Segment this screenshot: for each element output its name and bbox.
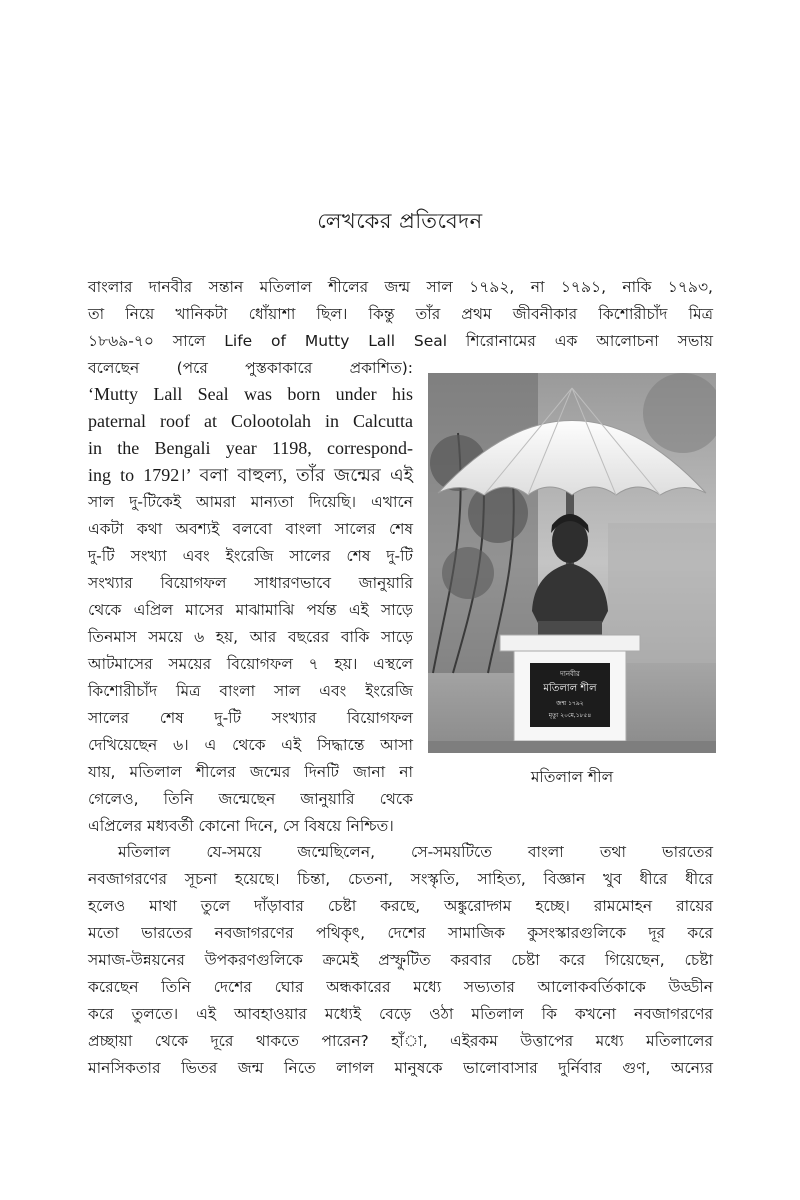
body-line-26: সমাজ-উন্নয়নের উপকরণগুলিকে ক্রমেই প্রস্ফুটিত করবার চেষ্টা করে গিয়েছেন, চেষ্টা bbox=[88, 951, 713, 969]
body-line-22: মতিলাল যে-সময়ে জন্মেছিলেন, সে-সময়টিতে বাংলা তথা ভারতের bbox=[118, 843, 713, 861]
body-line-8: ing to 1792।’ বলা বাহুল্য, তাঁর জন্মের এই bbox=[88, 465, 413, 485]
body-line-21: এপ্রিলের মধ্যবর্তী কোনো দিনে, সে বিষয়ে নিশ্চিত। bbox=[88, 817, 394, 835]
body-line-24: হলেও মাথা তুলে দাঁড়াবার চেষ্টা করছে, অঙ্কুরোদ্গম হচ্ছে। রামমোহন রায়ের bbox=[88, 897, 713, 915]
figure-caption: মতিলাল শীল bbox=[530, 768, 614, 786]
body-line-12: সংখ্যার বিয়োগফল সাধারণভাবে জানুয়ারি bbox=[88, 574, 413, 592]
body-line-11: দু-টি সংখ্যা এবং ইংরেজি সালের শেষ দু-টি bbox=[88, 547, 413, 565]
body-line-1: বাংলার দানবীর সন্তান মতিলাল শীলের জন্ম সাল ১৭৯২, না ১৭৯১, নাকি ১৭৯৩, bbox=[88, 278, 713, 296]
body-line-25: মতো ভারতের নবজাগরণের পথিকৃৎ, দেশের সামাজিক কুসংস্কারগুলিকে দূর করে bbox=[88, 924, 713, 942]
body-line-19: যায়, মতিলাল শীলের জন্মের দিনটি জানা না bbox=[88, 763, 413, 781]
body-line-27: করেছেন তিনি দেশের ঘোর অন্ধকারের মধ্যে সভ্যতার আলোকবর্তিকাকে উড্ডীন bbox=[88, 978, 713, 996]
body-line-13: থেকে এপ্রিল মাসের মাঝামাঝি পর্যন্ত এই সাড়ে bbox=[88, 601, 413, 619]
body-line-9: সাল দু-টিকেই আমরা মান্যতা দিয়েছি। এখানে bbox=[88, 493, 413, 511]
body-line-2: তা নিয়ে খানিকটা ধোঁয়াশা ছিল। কিন্তু তাঁর প্রথম জীবনীকার কিশোরীচাঁদ মিত্র bbox=[88, 305, 713, 323]
body-line-18: দেখিয়েছেন ৬। এ থেকে এই সিদ্ধান্তে আসা bbox=[88, 736, 413, 754]
plaque-line-2: মতিলাল শীল bbox=[543, 683, 597, 694]
body-line-4: বলেছেন (পরে পুস্তকাকারে প্রকাশিত): bbox=[88, 359, 413, 377]
plaque-line-3: জন্ম ১৭৯২ bbox=[556, 700, 584, 707]
body-line-23: নবজাগরণের সূচনা হয়েছে। চিন্তা, চেতনা, সংস্কৃতি, সাহিত্য, বিজ্ঞান খুব ধীরে ধীরে bbox=[88, 870, 713, 888]
body-line-14: তিনমাস সময়ে ৬ হয়, আর বছরের বাকি সাড়ে bbox=[88, 628, 413, 646]
page-title: লেখকের প্রতিবেদন bbox=[317, 209, 483, 233]
body-line-28: করে তুলতে। এই আবহাওয়ার মধ্যেই বেড়ে ওঠা মতিলাল কি কখনো নবজাগরণের bbox=[88, 1005, 713, 1023]
english-quote-line-2: paternal roof at Colootolah in Calcutta bbox=[88, 411, 413, 431]
plaque-line-4: মৃত্যু ২০মে,১৮৫৪ bbox=[548, 712, 592, 719]
body-line-17: সালের শেষ দু-টি সংখ্যার বিয়োগফল bbox=[88, 709, 413, 727]
english-quote-line-1: ‘Mutty Lall Seal was born under his bbox=[88, 384, 413, 404]
body-line-29: প্রচ্ছায়া থেকে দূরে থাকতে পারেন? হাঁা, এইরকম উত্তাপের মধ্যে মতিলালের bbox=[88, 1032, 713, 1050]
plaque-line-1: দানবীর bbox=[560, 670, 580, 678]
body-line-15: আটমাসের সময়ের বিয়োগফল ৭ হয়। এস্থলে bbox=[88, 655, 413, 673]
body-line-3: ১৮৬৯-৭০ সালে Life of Mutty Lall Seal শিরোনামের এক আলোচনা সভায় bbox=[88, 332, 713, 350]
body-line-16: কিশোরীচাঁদ মিত্র বাংলা সাল এবং ইংরেজি bbox=[88, 682, 413, 700]
statue-photo bbox=[428, 373, 716, 753]
body-line-20: গেলেও, তিনি জন্মেছেন জানুয়ারি থেকে bbox=[88, 790, 413, 808]
body-line-30: মানসিকতার ভিতর জন্ম নিতে লাগল মানুষকে ভালোবাসার দুর্নিবার গুণ, অন্যের bbox=[88, 1059, 713, 1077]
body-line-10: একটা কথা অবশ্যই বলবো বাংলা সালের শেষ bbox=[88, 520, 413, 538]
english-quote-line-3: in the Bengali year 1198, correspond- bbox=[88, 438, 413, 458]
